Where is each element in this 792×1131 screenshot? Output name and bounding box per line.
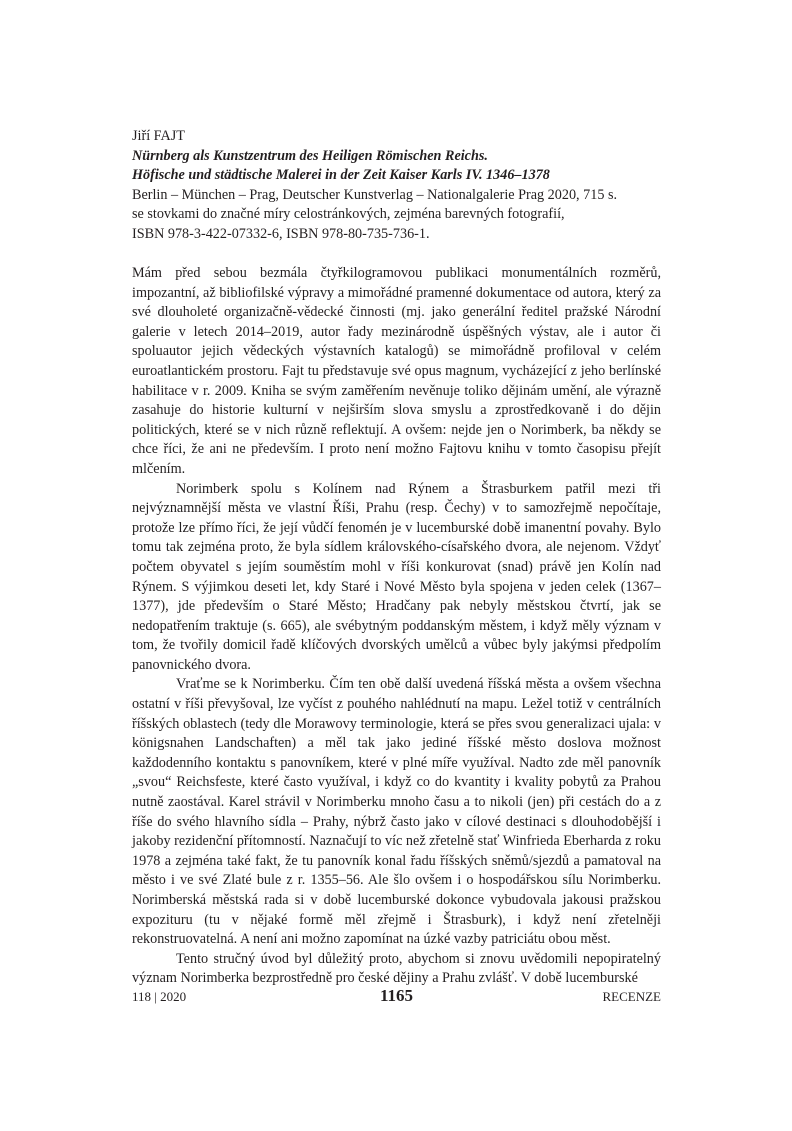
body-paragraph-2: Norimberk spolu s Kolínem nad Rýnem a Štrasburkem patřil mezi tři nejvýznamnější města ve vlastní Říši, Prahu (resp. Čechy) v to samozřejmě nepočítaje, protože lze přímo říci, že její vůdčí fenomén je v lucemburské době imanentní povahy. Bylo tomu tak zejména proto, že byla sídlem královského-císařského dvora, ale nejenom. Vždyť počtem obyvatel s jejím souměstím mohl v říši konkurovat (snad) právě jen Kolín nad Rýnem. S výjimkou deseti let, kdy Staré i Nové Město byla spojena v jeden celek (1367–1377), jde především o Staré Město; Hradčany pak nebyly městskou čtvrtí, jak se nedopatřením traktuje (s. 665), ale svébytným poddanským městem, i když měly význam v tom, že tvořily domicil řadě klíčových dvorských umělců a vůbec byly jakýmsi předpolím panovnického dvora. [132,480,661,673]
footer-section: RECENZE [602,989,661,1004]
reviewed-author: Jiří FAJT [132,128,185,144]
review-body [132,264,661,989]
body-paragraph-4: Tento stručný úvod byl důležitý proto, abychom si znovu uvědomili nepopiratelný význam Norimberka bezprostředně pro české dějiny a Prahu zvlášť. V době lucemburské [132,950,661,987]
publication-details-line-3: ISBN 978-3-422-07332-6, ISBN 978-80-735-736-1. [132,225,430,242]
publication-details-line-1: Berlin – München – Prag, Deutscher Kunstverlag – Nationalgalerie Prag 2020, 715 s. [132,186,618,203]
body-paragraph-3: Vraťme se k Norimberku. Čím ten obě další uvedená říšská města a ovšem všechna ostatní v říši převyšoval, lze vyčíst z pouhého nahlédnutí na mapu. Ležel totiž v centrálních říšských oblastech (tedy dle Morawovy terminologie, která se přes svou generalizaci ujala: v königsnahen Landschaften) a měl tak jako jediné říšské město doslova možnost každodenního kontaktu s panovníkem, které v plné míře využíval. Nadto zde měl panovník „svou“ Reichsfeste, které často využíval, i když co do kvantity i kvality pobytů za Prahou nutně zaostával. Karel strávil v Norimberku mnoho času a to nikoli (jen) při cestách do a z říše do svého hlavního sídla – Prahy, nýbrž často jako v cílové destinaci s dlouhodobější i jakoby rezidenční přítomností. Naznačují to víc než zřetelně stať Winfrieda Eberharda z roku 1978 a zejména také fakt, že tu panovník konal řadu říšských sněmů/sjezdů a pamatoval na město i ve své Zlaté bule z r. 1355–56. Ale šlo ovšem i o hospodářskou sílu Norimberku. Norimberská městská rada si v době lucemburské dokonce vybudovala jakousi pražskou expozituru (tu v nějaké formě měl zřejmě i Štrasburk), i když není zřetelněji rekonstruovatelná. A není ani možno zapomínat na úzké vazby patriciátu obou měst. [132,676,661,948]
reviewed-title-line-2: Höfische und städtische Malerei in der Zeit Kaiser Karls IV. 1346–1378 [132,167,550,184]
footer-issue: 118 | 2020 [132,989,187,1004]
footer-page-number: 1165 [379,986,414,1005]
review-header [132,127,662,245]
reviewed-title-line-1: Nürnberg als Kunstzentrum des Heiligen Römischen Reichs. [132,147,488,164]
publication-details-line-2: se stovkami do značné míry celostránkových, zejména barevných fotografií, [132,206,565,223]
page-footer [132,986,661,1008]
body-paragraph-1: Mám před sebou bezmála čtyřkilogramovou publikaci monumentálních rozměrů, impozantní, až bibliofilské výpravy a mimořádné pramenné dokumentace od autora, který za své dlouholeté organizačně-vědecké činnosti (mj. jako generální ředitel pražské Národní galerie v letech 2014–2019, autor řady mezinárodně úspěšných výstav, ale i autor či spoluautor jejich vědeckých výstavních katalogů) se mimořádně profiloval v celém euroatlantickém prostoru. Fajt tu představuje své opus magnum, vycházející z jeho berlínské habilitace v r. 2009. Kniha se svým zaměřením nevěnuje toliko dějinám umění, ale výrazně zasahuje do historie kulturní v nejširším slova smyslu a zprostředkovaně i do dějin politických, které se v nich různě reflektují. A ovšem: nejde jen o Norimberk, ba někdy se chce říci, že ani ne především. I proto není možno Fajtovu knihu v tomto časopisu přejít mlčením. [132,265,661,477]
